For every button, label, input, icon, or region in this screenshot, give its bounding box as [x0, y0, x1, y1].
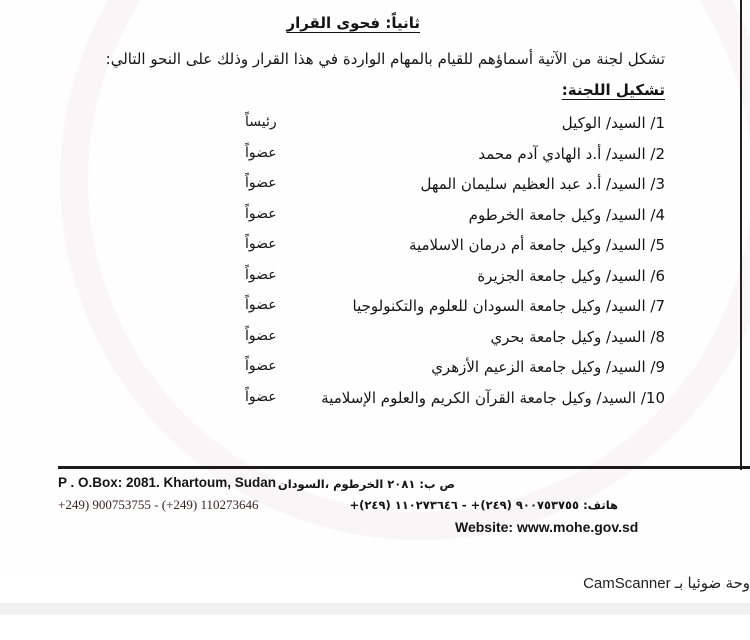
- list-item: [245, 328, 665, 359]
- committee-members-list: [245, 114, 665, 419]
- member-role: عضواً: [245, 144, 277, 161]
- member-name: 5/ السيد/ وكيل جامعة أم درمان الاسلامية: [408, 236, 665, 254]
- list-item: [245, 297, 665, 328]
- member-name: 6/ السيد/ وكيل جامعة الجزيرة: [477, 266, 665, 285]
- member-role: عضواً: [245, 175, 277, 191]
- member-name: 3/ السيد/ أ.د عبد العظيم سليمان المهل: [420, 175, 665, 193]
- list-item: [245, 175, 665, 206]
- list-item: [245, 358, 665, 389]
- committee-heading: تشكيل اللجنة:: [561, 81, 665, 99]
- list-item: [245, 236, 665, 267]
- page-border-line: [740, 0, 742, 470]
- footer-divider: [58, 466, 750, 469]
- po-box-arabic: ص ب: ٢٠٨١ الخرطوم ،السودان: [277, 477, 455, 491]
- intro-paragraph: تشكل لجنة من الآتية أسماؤهم للقيام بالمهام الواردة في هذا القرار وذلك على النحو التالي:: [105, 50, 665, 68]
- list-item: [245, 206, 665, 237]
- member-name: 1/ السيد/ الوكيل: [561, 114, 665, 132]
- list-item: [245, 145, 665, 176]
- list-item: [245, 389, 665, 420]
- phone-arabic: هاتف: ٩٠٠٧٥٣٧٥٥ (٢٤٩)+ - ١١٠٢٧٣٦٤٦ (٢٤٩)+: [349, 498, 618, 512]
- member-role: عضواً: [245, 236, 277, 252]
- section-heading: ثانياً: فحوى القرار: [286, 14, 420, 32]
- phone-english: +249) 900753755 - (+249) 110273646: [58, 497, 259, 512]
- member-name: 2/ السيد/ أ.د الهادي آدم محمد: [478, 144, 665, 163]
- bottom-separator-bar: [0, 603, 750, 615]
- member-role: عضواً: [245, 205, 277, 222]
- member-role: عضواً: [245, 297, 277, 313]
- member-role: رئيساً: [245, 114, 277, 130]
- member-role: عضواً: [245, 266, 277, 283]
- member-role: عضواً: [245, 327, 277, 344]
- po-box-english: P . O.Box: 2081. Khartoum, Sudan: [58, 475, 277, 490]
- website-link[interactable]: Website: www.mohe.gov.sd: [455, 519, 639, 535]
- camscanner-caption: وحة ضوئيا بـ CamScanner: [583, 575, 750, 592]
- list-item: [245, 114, 665, 145]
- member-name: 8/ السيد/ وكيل جامعة بحري: [490, 327, 665, 346]
- member-role: عضواً: [245, 388, 277, 405]
- member-name: 10/ السيد/ وكيل جامعة القرآن الكريم والعلوم الإسلامية: [321, 388, 665, 407]
- member-name: 4/ السيد/ وكيل جامعة الخرطوم: [468, 205, 665, 224]
- member-name: 7/ السيد/ وكيل جامعة السودان للعلوم والتكنولوجيا: [352, 297, 665, 315]
- list-item: [245, 267, 665, 298]
- member-name: 9/ السيد/ وكيل جامعة الزعيم الأزهري: [431, 358, 665, 376]
- member-role: عضواً: [245, 358, 277, 374]
